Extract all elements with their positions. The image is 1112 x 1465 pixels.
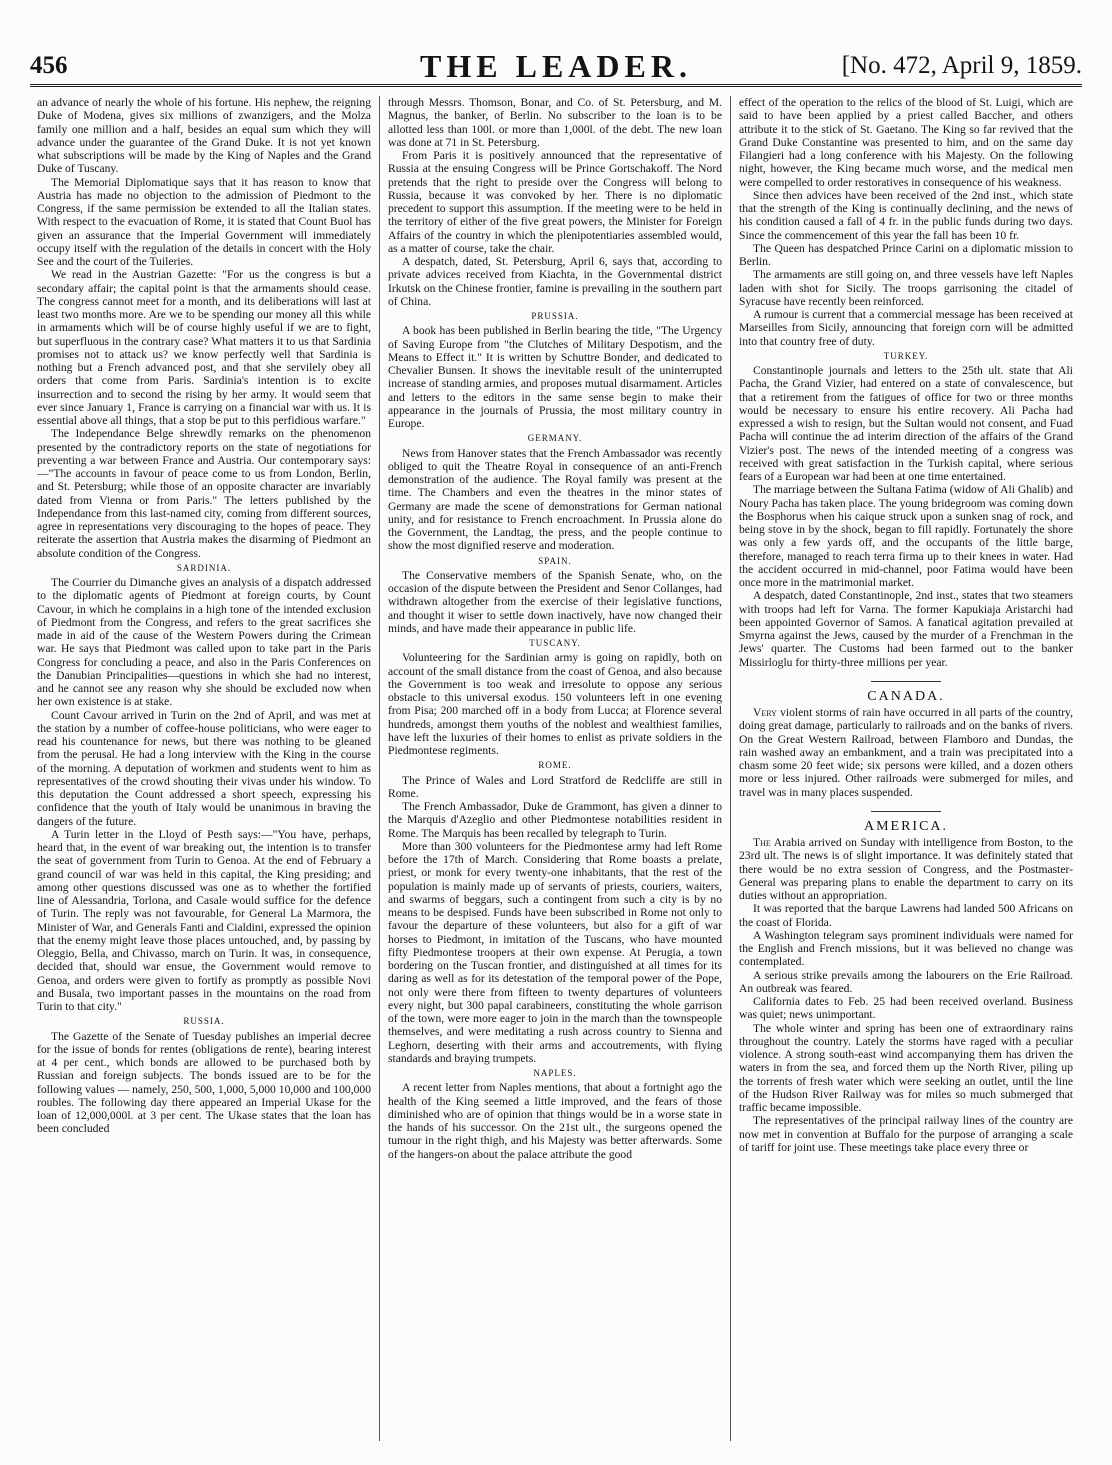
section-heading-tuscany: TUSCANY.: [529, 638, 581, 648]
masthead: [30, 44, 1082, 87]
article-paragraph: The Conservative members of the Spanish Senate, who, on the occasion of the dispute between the President and Senor Collanges, had withdrawn altogether from the exercise of their legislative functions, and thought it wiser to settle down inactively, have now changed their minds, and have made their appearance in public life.: [388, 568, 722, 635]
section-rule: [871, 681, 941, 682]
article-paragraph: The Gazette of the Senate of Tuesday publishes an imperial decree for the issue of bonds for rentes (obligations de rente), bearing interest at 4 per cent., which bonds are allowed to be purchased both by Russian and foreign subjects. The bonds issued are to be for the following values — namely, 250, 500, 1,000, 5,000 10,000 and 100,000 roubles. The following day there appeared an Imperial Ukase for the loan of 12,000,000l. at 3 per cent. The Ukase states that the loan has been concluded: [37, 1029, 371, 1136]
article-paragraph: It was reported that the barque Lawrens had landed 500 Africans on the coast of Florida.: [739, 902, 1073, 929]
article-paragraph: The representatives of the principal railway lines of the country are now met in convention at Buffalo for the purpose of arranging a scale of tariff for joint use. These meetings take place every three or: [739, 1114, 1073, 1154]
article-paragraph: From Paris it is positively announced that the representative of Russia at the ensuing Congress will be Prince Gortschakoff. The Nord pretends that the right to preside over the Congress will belong to Russia, because it was convoked by her. There is no diplomatic precedent to support this assumption. If the meeting were to be held in the territory of either of the five great powers, the Minister for Foreign Affairs of the country in which the plenipotentiaries assembled would, as a matter of course, take the chair.: [388, 149, 722, 255]
lead-word: The: [753, 836, 771, 849]
article-paragraph: The French Ambassador, Duke de Grammont, has given a dinner to the Marquis d'Azeglio and other Piedmontese notabilities resident in Rome. The Marquis has been recalled by telegraph to Turin.: [388, 800, 722, 840]
section-heading-rome: ROME.: [538, 760, 572, 771]
section-heading-sardinia: SARDINIA.: [176, 562, 232, 573]
article-paragraph: The armaments are still going on, and three vessels have left Naples laden with shot for Sicily. The troops garrisoning the citadel of Syracuse have recently been reinforced.: [739, 268, 1073, 308]
article-paragraph: A Washington telegram says prominent individuals were named for the English and French missions, but it was believed no change was contemplated.: [739, 928, 1073, 969]
article-paragraph: The Prince of Wales and Lord Stratford de Redcliffe are still in Rome.: [388, 773, 722, 800]
article-paragraph: More than 300 volunteers for the Piedmontese army had left Rome before the 17th of March. Considering that Rome boasts a prelate, priest, or monk for every twenty-one inhabitants, that the rest of the population is mainly made up of servants of priests, couriers, waiters, and swarms of beggars, such a contingent from such a city is by no means to be despised. Funds have been subscribed in Rome not only to favour the departure of these volunteers, but also for a gift of war horses to Piedmont, in imitation of the Tuscans, who have mounted fifty Piedmontese troopers at their own expense. At Perugia, a town bordering on the Tuscan frontier, and distinguished at all times for its daring as well as for its detestation of the temporal power of the Pope, not only were there from fifteen to twenty departures of volunteers every night, but 300 papal carabineers, constituting the whole garrison of the town, were more eager to join in the march than the townspeople themselves, and were meditating a rush across country to Sienna and Leghorn, deserting with their arms and accoutrements, with flying standards and braying trumpets.: [388, 839, 722, 1065]
article-paragraph: A rumour is current that a commercial message has been received at Marseilles from Sicily, announcing that foreign corn will be admitted into that country free of duty.: [739, 308, 1073, 348]
column-2: [388, 96, 722, 1441]
page-number: 456: [30, 52, 68, 79]
section-heading-america: AMERICA.: [863, 818, 949, 834]
section-heading-naples: NAPLES.: [533, 1068, 577, 1078]
section-heading-prussia: PRUSSIA.: [531, 311, 579, 321]
article-paragraph: The Memorial Diplomatique says that it has reason to know that Austria has made no objection to the admission of Piedmont to the Congress, if the same permission be extended to all the Italian states. With respect to the evacuation of Rome, it is stated that Count Buol has given an assurance that the Imperial Government will immediately occupy itself with the regulation of the details in concert with the Holy See and the court of the Tuileries.: [37, 175, 371, 268]
article-paragraph: News from Hanover states that the French Ambassador was recently obliged to quit the Theatre Royal in consequence of an anti-French demonstration of the audience. The Royal family was present at the time. The Chambers and even the theatres in the minor states of Germany are made the scene of demonstrations for German national unity, and for resistance to French encroachment. In Prussia alone do the Government, the Landtag, the press, and the people continue to show the most dignified reserve and moderation.: [388, 446, 722, 553]
section-rule: [871, 811, 941, 812]
section-heading-spain: SPAIN.: [538, 555, 572, 566]
article-paragraph-canada: [739, 706, 1073, 799]
article-paragraph: Since then advices have been received of the 2nd inst., which state that the strength of the King is continually declining, and the news of his condition caused a fall of 4 fr. in the public funds during two days. Since the commencement of this year the fall has been 10 fr.: [739, 188, 1073, 242]
column-divider: [379, 96, 380, 1441]
section-heading-turkey: TURKEY.: [883, 350, 929, 361]
article-paragraph: A despatch, dated Constantinople, 2nd inst., states that two steamers with troops had left for Varna. The former Kapukiaja Aristarchi had been appointed Governor of Samos. A fanatical agitation prevailed at Smyrna against the Jews, caused by the murder of a Frenchman in the Jews' quarter. The Customs had been farmed out to the banker Missirloglu for thirty-three millions per year.: [739, 589, 1073, 669]
article-paragraph: an advance of nearly the whole of his fortune. His nephew, the reigning Duke of Modena, gives six millions of zwanzigers, and the Molza family one million and a half, besides an equal sum which they will advance under the guarantee of the Grand Duke. It is not yet known what subscriptions will be made by the King of Naples and the Grand Duke of Tuscany.: [37, 96, 371, 176]
issue-info: [No. 472, April 9, 1859.: [841, 52, 1082, 79]
article-paragraph: Constantinople journals and letters to the 25th ult. state that Ali Pacha, the Grand Vizier, had entered on a state of convalescence, but that a retirement from the fatigues of office for two or three months would be necessary to ensure his entire recovery. Ali Pacha had expressed a wish to resign, but the Sultan would not consent, and Fuad Pacha will continue the ad interim direction of the affairs of the Grand Vizier's post. The news of the intended meeting of a congress was received with great satisfaction in the Turkish capital, where serious fears of a European war had been at one time entertained.: [739, 364, 1073, 483]
column-3: [739, 96, 1073, 1441]
article-paragraph: California dates to Feb. 25 had been received overland. Business was quiet; news unimportant.: [739, 995, 1073, 1022]
article-paragraph: A Turin letter in the Lloyd of Pesth says:—"You have, perhaps, heard that, in the event of war breaking out, the intention is to transfer the seat of government from Turin to Genoa. At the end of February a grand council of war was held in this capital, the King presiding; and among other questions discussed was one as to whether the fortified line of Alessandria, Torlona, and Casale would suffice for the defence of Turin. The reply was not favourable, for General La Marmora, the Minister of War, and Generals Fanti and Cialdini, expressed the opinion that the enemy might leave those places untouched, and, by passing by Oleggio, Bella, and Chivasso, march on Turin. It was, in consequence, decided that, should war ensue, the Government would remove to Genoa, and orders were given to fortify as promptly as possible Novi and Busala, two important passes in the mountains on the road from Turin to that city.": [37, 827, 371, 1013]
article-paragraph: A recent letter from Naples mentions, that about a fortnight ago the health of the King seemed a little improved, and the fears of those diminished who are of opinion that things would be in a worse state in the hands of his successor. On the 21st ult., the surgeons opened the tumour in the right thigh, and his Majesty was better afterwards. Some of the hangers-on about the palace attribute the good: [388, 1081, 722, 1161]
article-paragraph: We read in the Austrian Gazette: "For us the congress is but a secondary affair; the capital point is that the armaments should cease. The congress cannot meet for a month, and its deliberations will last at least two months more. Are we to be spending our money all this while in armaments which will be of course highly useful if we are to fight, but superfluous in the contrary case? What matters it to us that Sardinia promises not to attack us? we know perfectly well that Sardinia is nothing but a French advanced post, and that she servilely obey all orders that come from Paris. Sardinia's intention is to excite insurrection and to second the rising by her army. It would seem that ever since January 1, France is carrying on a financial war with us. It is essential above all things, that a stop be put to this perfidious warfare.": [37, 268, 371, 427]
lead-word: Very: [753, 706, 777, 719]
article-paragraph: The Queen has despatched Prince Carini on a diplomatic mission to Berlin.: [739, 241, 1073, 268]
paragraph-text: Arabia arrived on Sunday with intelligence from Boston, to the 23rd ult. The news is of slight importance. It was definitely stated that there would be no extra session of Congress, and the Postmaster-General was preparing plans to enable the department to carry on its duties without an appropriation.: [739, 836, 1073, 902]
article-paragraph: The marriage between the Sultana Fatima (widow of Ali Ghalib) and Noury Pacha has taken place. The young bridegroom was coming down the Bosphorus when his caique struck upon a sunken snag of rock, and being stove in by the shock, began to fill rapidly. Fortunately the shore was only a few yards off, and the occupants of the little barge, therefore, managed to reach terra firma up to their knees in water. Had the accident occurred in mid-channel, poor Fatima would have been once more in the matrimonial market.: [739, 483, 1073, 589]
section-heading-germany: GERMANY.: [527, 433, 583, 444]
article-paragraph: through Messrs. Thomson, Bonar, and Co. of St. Petersburg, and M. Magnus, the banker, of Berlin. No subscriber to the loan is to be allotted less than 100l. or more than 1,000l. of the debt. The new loan was done at 71 in St. Petersburg.: [388, 96, 722, 149]
paragraph-text: violent storms of rain have occurred in all parts of the country, doing great damage, particularly to railroads and on the banks of rivers. On the Great Western Railroad, between Flamboro and Dundas, the rain washed away an embankment, and a train was precipitated into a chasm some 20 feet wide; six persons were killed, and a dozen others more or less injured. Other railroads were submerged for miles, and travel was in many places suspended.: [739, 706, 1073, 799]
article-paragraph: A serious strike prevails among the labourers on the Erie Railroad. An outbreak was feared.: [739, 968, 1073, 995]
article-paragraph: effect of the operation to the relics of the blood of St. Luigi, which are said to have been applied by a priest called Baccher, and others attribute it to the stick of St. Gaetano. The King so far revived that the Grand Duke Constantine was presented to him, and on the same day Filangieri had a long conference with his Majesty. On the following night, however, the King became much worse, and the medical men were compelled to order restoratives in consequence of his weakness.: [739, 96, 1073, 189]
article-paragraph: The Independance Belge shrewdly remarks on the phenomenon presented by the contradictory reports on the state of negotiations for preventing a war between France and Austria. Our contemporary says:—"The accounts in favour of peace come to us from London, Berlin, and St. Petersburg; while those of an opposite character are invariably dated from Vienna or from Paris." The letters published by the Independance from this last-named city, coming from different sources, agree in representations very discouraging to the hopes of peace. They reiterate the assertion that Austria makes the disarming of Piedmont an absolute condition of the Congress.: [37, 427, 371, 560]
article-paragraph: The Courrier du Dimanche gives an analysis of a dispatch addressed to the diplomatic agents of Piedmont at foreign courts, by Count Cavour, in which he complains in a high tone of the intended exclusion of Piedmont from the Congress, and refers to the great sacrifices she made in aid of the cause of the Western Powers during the Crimean war. He says that Piedmont was called upon to take part in the Paris Congress for concluding a peace, and also in the Paris Conferences on the Danubian Principalities—questions in which she had no interest, and he cannot see any reason why she should be excluded now when her own existence is at stake.: [37, 576, 371, 709]
article-paragraph: Volunteering for the Sardinian army is going on rapidly, both on account of the small distance from the coast of Genoa, and also because the Government is too weak and irresolute to oppose any serious obstacle to this universal exodus. 150 volunteers left in one evening from Pisa; 200 marched off in a body from Lucca; at Florence several hundreds, amongst them youths of the noblest and wealthiest families, have left the luxuries of their homes to enlist as private soldiers in the Piedmontese regiments.: [388, 651, 722, 757]
section-heading-canada: CANADA.: [867, 688, 945, 704]
article-paragraph-america: [739, 836, 1073, 902]
column-1: [37, 96, 371, 1441]
section-heading-russia: RUSSIA.: [183, 1016, 225, 1027]
article-paragraph: A book has been published in Berlin bearing the title, "The Urgency of Saving Europe from "the Clutches of Military Despotism, and the Means to Effect it." It is written by Schuttre Bonder, and dedicated to Chevalier Bunsen. It shows the inevitable result of the uninterrupted increase of standing armies, and proposes mutual disarmament. Articles and letters to the editors in the same sense begin to make their appearance in the journals of Prussia, the most military country in Europe.: [388, 324, 722, 430]
article-paragraph: The whole winter and spring has been one of extraordinary rains throughout the country. Lately the storms have raged with a peculiar violence. A strong south-east wind accompanying them has driven the waters in from the sea, and forced them up the North River, piling up the torrents of fresh water which were seeking an outlet, until the line of the Hudson River Railway was for miles so much submerged that traffic became impossible.: [739, 1021, 1073, 1114]
column-divider: [730, 96, 731, 1441]
article-paragraph: A despatch, dated, St. Petersburg, April 6, says that, according to private advices received from Kiachta, in the Governmental district Irkutsk on the Chinese frontier, famine is prevailing in the southern part of China.: [388, 255, 722, 308]
article-paragraph: Count Cavour arrived in Turin on the 2nd of April, and was met at the station by a number of coffee-house politicians, who were eager to read his countenance for news, but there was nothing to be gleaned from the perusal. He had a long interview with the King in the course of the morning. A deputation of workmen and students went to him as representatives of the crowd shouting their vivas under his window. To this deputation the Count addressed a short speech, expressing his confidence that the youth of Italy would be unanimous in braving the dangers of the future.: [37, 708, 371, 828]
newspaper-title: THE LEADER.: [420, 48, 692, 84]
